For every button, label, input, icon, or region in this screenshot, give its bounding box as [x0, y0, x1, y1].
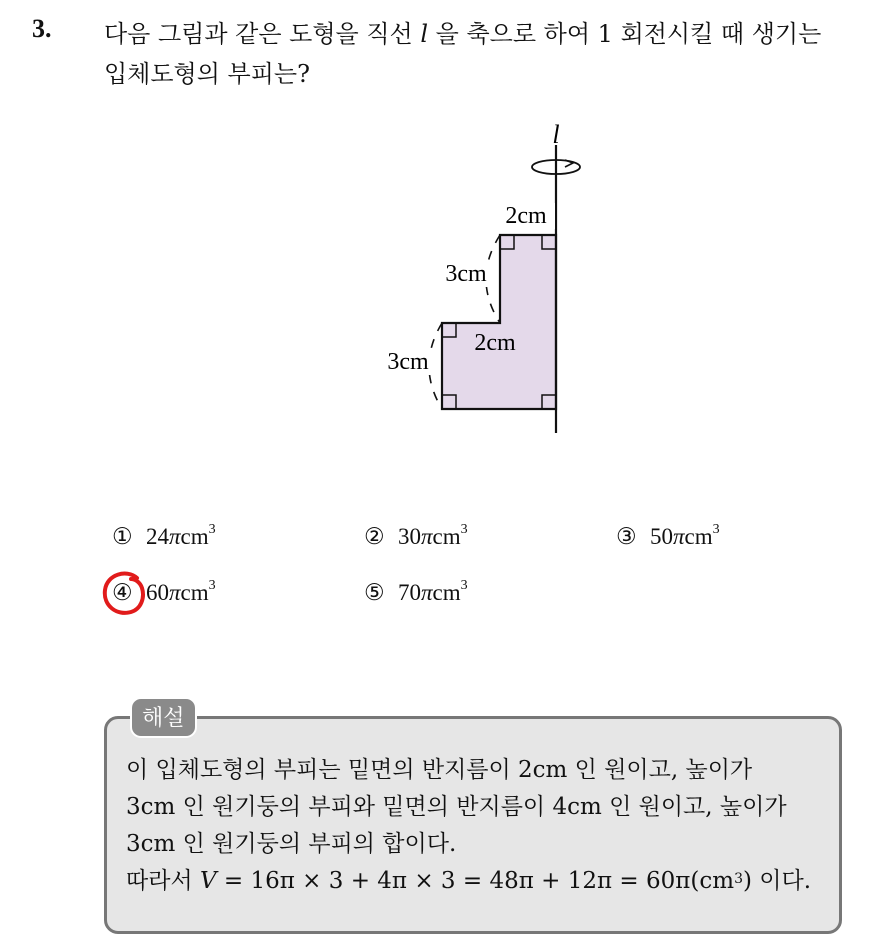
question-text [104, 14, 864, 94]
label-step-width: 2cm [474, 330, 516, 356]
choice-mark: ④ [112, 580, 133, 605]
volume-variable: V [199, 868, 217, 894]
axis-label: l [552, 120, 560, 149]
explanation-line-3: 3cm 인 원기둥의 부피의 합이다. [126, 831, 457, 857]
label-lower-height: 3cm [387, 349, 429, 375]
choice-mark: ③ [616, 524, 637, 549]
choice-value: 24 [146, 524, 169, 549]
rotation-figure [360, 115, 600, 445]
explanation-line-4-part-a: 따라서 [126, 868, 200, 894]
question-number: 3. [32, 14, 52, 43]
pi-symbol: π [673, 524, 685, 549]
choice-mark: ① [112, 524, 133, 549]
exponent: 3 [460, 578, 468, 593]
unit: cm [684, 524, 713, 549]
unit: cm [432, 580, 461, 605]
axis-variable: l [420, 20, 429, 48]
exponent: 3 [712, 522, 720, 537]
explanation-tag: 해설 [130, 697, 197, 738]
explanation-line-4-end: ) 이다. [742, 868, 812, 894]
unit: cm [432, 524, 461, 549]
explanation-formula: = 16π × 3 + 4π × 3 = 48π + 12π = 60π(cm [216, 868, 735, 894]
unit: cm [180, 580, 209, 605]
answer-circle-mark [101, 570, 147, 620]
unit: cm [180, 524, 209, 549]
choice-mark: ⑤ [364, 580, 385, 605]
choice-2[interactable] [364, 524, 468, 550]
label-upper-height: 3cm [445, 261, 487, 287]
explanation-line-1: 이 입체도형의 부피는 밑면의 반지름이 2cm 인 원이고, 높이가 [126, 757, 753, 783]
choice-3[interactable] [616, 524, 720, 550]
pi-symbol: π [421, 524, 433, 549]
choice-value: 30 [398, 524, 421, 549]
explanation-line-2: 3cm 인 원기둥의 부피와 밑면의 반지름이 4cm 인 원이고, 높이가 [126, 794, 787, 820]
choice-value: 70 [398, 580, 421, 605]
question-line-1 [104, 14, 864, 54]
question-line-1-part-a: 다음 그림과 같은 도형을 직선 [104, 20, 421, 48]
explanation-text [126, 752, 836, 900]
pi-symbol: π [421, 580, 433, 605]
choice-value: 50 [650, 524, 673, 549]
choice-value: 60 [146, 580, 169, 605]
question-line-2: 입체도형의 부피는? [104, 60, 310, 88]
choice-1[interactable] [112, 524, 216, 550]
choice-5[interactable] [364, 580, 468, 606]
pi-symbol: π [169, 524, 181, 549]
question-line-1-part-b: 을 축으로 하여 1 회전시킬 때 생기는 [428, 20, 822, 48]
choice-mark: ② [364, 524, 385, 549]
exponent: 3 [460, 522, 468, 537]
explanation-line-4 [126, 863, 836, 900]
exponent: 3 [208, 578, 216, 593]
label-top-width: 2cm [505, 203, 547, 229]
pi-symbol: π [169, 580, 181, 605]
exponent: 3 [734, 871, 743, 887]
exponent: 3 [208, 522, 216, 537]
